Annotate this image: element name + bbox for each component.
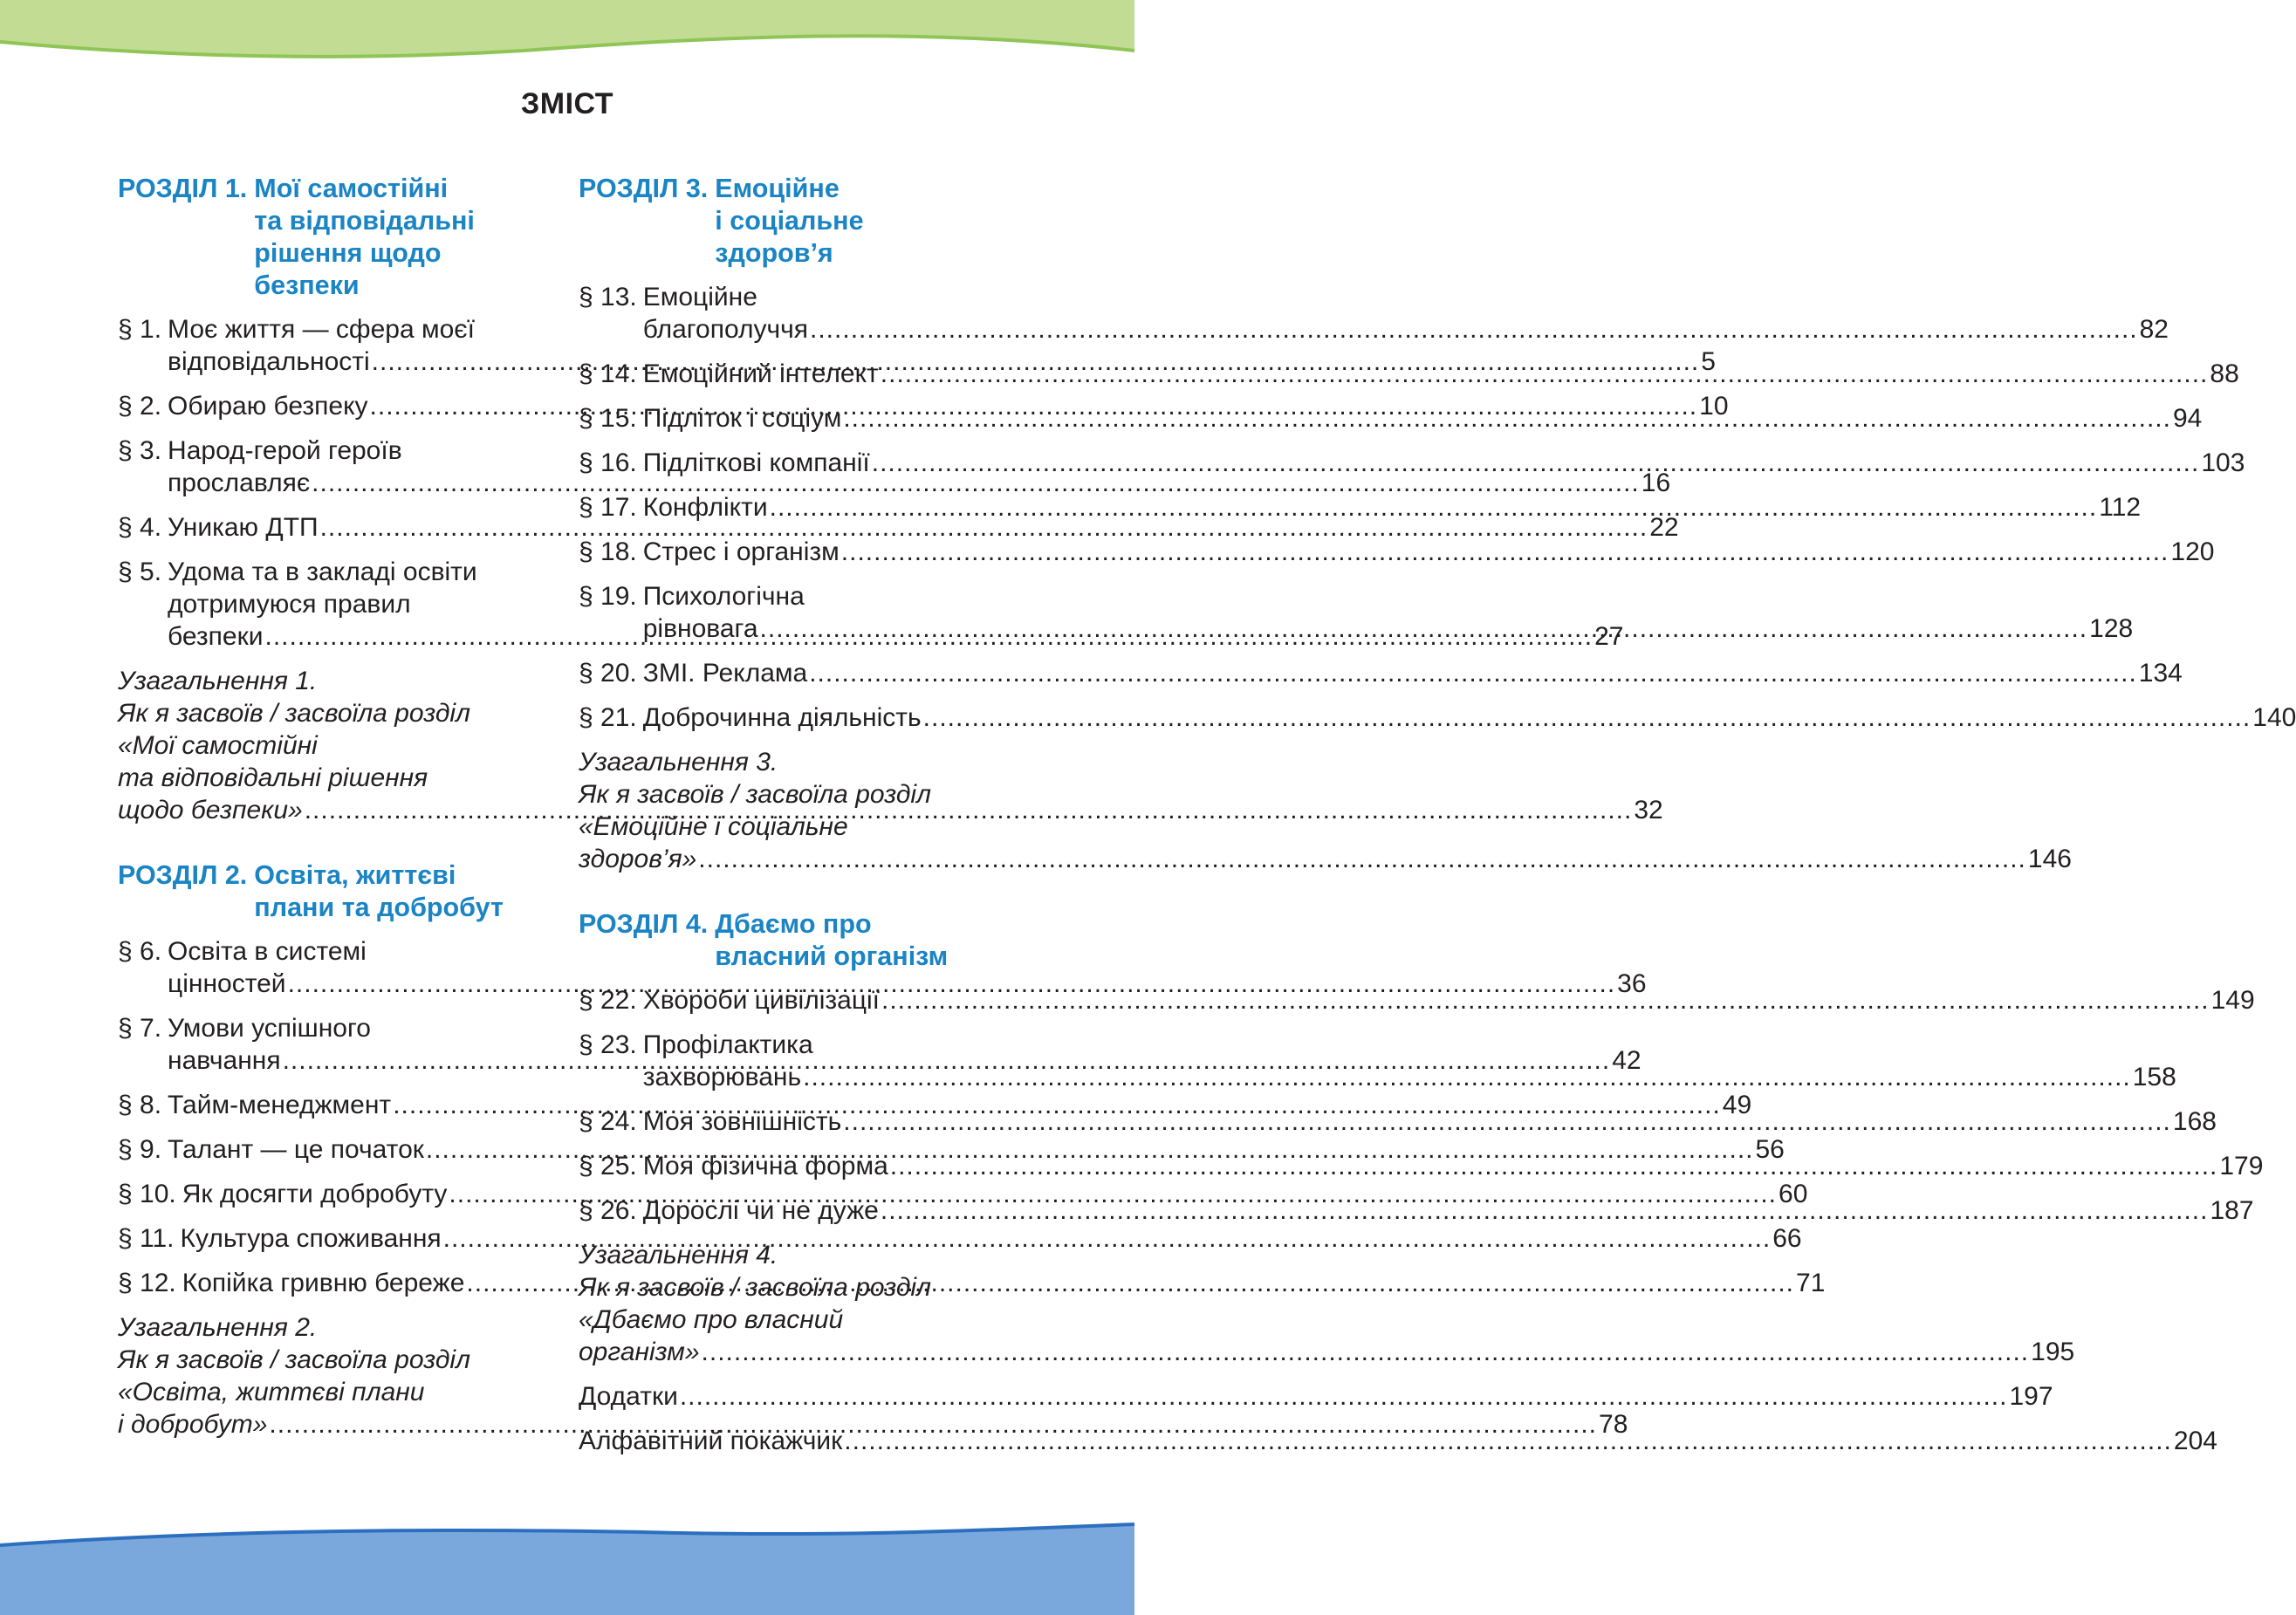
entry-number: § 8. (118, 1091, 162, 1119)
section-title: Емоційне і соціальне здоров’я (715, 174, 864, 268)
dot-leader (923, 701, 2251, 734)
entry-title: захворювань (642, 1063, 802, 1091)
entry-title: Алфавітний покажчик (579, 1427, 843, 1455)
page-number: 88 (2210, 359, 2239, 388)
toc-entry-17[interactable] (579, 491, 2142, 524)
page-number: 42 (1612, 1046, 1641, 1075)
toc-entry-10[interactable] (118, 1178, 1808, 1210)
entry-title: відповідальності (168, 347, 370, 376)
entry-title: Емоційний інтелект (642, 359, 879, 388)
dot-leader (881, 984, 2210, 1016)
dot-leader (810, 313, 2138, 346)
page-number: 158 (2132, 1063, 2176, 1091)
section-label: РОЗДІЛ 1. (118, 174, 248, 203)
toc-entry-index[interactable] (579, 1425, 2217, 1457)
page-number: 187 (2210, 1196, 2254, 1225)
section-heading-2[interactable] (118, 859, 547, 924)
page-number: 134 (2138, 659, 2183, 688)
section-title: Мої самостійні та відповідальні рішення щодо безпеки (254, 174, 475, 300)
entry-number: § 24. (579, 1107, 637, 1136)
entry-title: Конфлікти (642, 493, 768, 522)
entry-number: § 26. (579, 1196, 637, 1225)
page-number: 179 (2219, 1152, 2264, 1180)
section-label: РОЗДІЛ 3. (579, 174, 709, 203)
toc-entry-25[interactable] (579, 1150, 2264, 1182)
bottom-blue-wave (0, 1493, 1134, 1615)
dot-leader (841, 536, 2169, 568)
page-number: 103 (2201, 448, 2245, 477)
page-number: 16 (1641, 469, 1671, 497)
section-heading-1[interactable] (118, 173, 547, 302)
entry-number: § 15. (579, 404, 637, 433)
entry-title: Талант — це початок (168, 1135, 424, 1164)
entry-number: § 5. (118, 558, 162, 586)
entry-title: ЗМІ. Реклама (642, 659, 808, 688)
summary-title: Узагальнення 2. Як я засвоїв / засвоїла розділ «Освіта, життєві плани (118, 1313, 471, 1406)
page-title: ЗМІСТ (520, 87, 614, 120)
entry-title: Копійка гривню береже (182, 1269, 465, 1297)
entry-title-line: Удома та в закладі освіти (168, 558, 477, 586)
entry-title: прославляє (168, 469, 311, 497)
section-label: РОЗДІЛ 2. (118, 860, 248, 890)
page-number: 5 (1701, 347, 1716, 376)
entry-title-line: Психологічна (642, 582, 805, 611)
dot-leader (803, 1061, 2131, 1093)
section-title: Дбаємо про власний організм (715, 909, 949, 971)
entry-number: § 6. (118, 937, 162, 966)
entry-title: Доброчинна діяльність (642, 703, 922, 732)
entry-number: § 25. (579, 1152, 637, 1180)
page-number: 78 (1599, 1410, 1628, 1439)
section-label: РОЗДІЛ 4. (579, 909, 709, 939)
summary-title: Узагальнення 1. Як я засвоїв / засвоїла розділ «Мої самостійні та відповідальні рішення (118, 667, 471, 792)
entry-title-line: Умови успішного (168, 1014, 371, 1043)
toc-entry-20[interactable] (579, 657, 2183, 689)
dot-leader (881, 358, 2209, 390)
page-number: 120 (2170, 537, 2215, 566)
section-title: Освіта, життєві плани та добробут (254, 860, 504, 922)
entry-title: Стрес і організм (642, 537, 840, 566)
entry-title: Підліткові компанії (642, 448, 870, 477)
entry-number: § 23. (579, 1030, 637, 1059)
entry-title: цінностей (168, 969, 286, 998)
toc-entry-21[interactable] (579, 701, 2296, 734)
dot-leader (843, 402, 2171, 435)
summary-title-end: здоров’я» (579, 845, 697, 873)
summary-title-end: організм» (579, 1338, 700, 1366)
entry-number: § 21. (579, 703, 637, 732)
entry-title-line: Освіта в системі (168, 937, 367, 966)
dot-leader (881, 1194, 2209, 1227)
summary-title-end: і добробут» (118, 1410, 268, 1439)
page-number: 71 (1796, 1269, 1826, 1297)
page-number: 82 (2139, 315, 2169, 344)
toc-entry-22[interactable] (579, 984, 2255, 1016)
entry-title: Хвороби цивілізації (642, 986, 881, 1015)
toc-entry-appendix[interactable] (579, 1380, 2053, 1413)
entry-title: Моя фізична форма (642, 1152, 888, 1180)
entry-number: § 16. (579, 448, 637, 477)
entry-number: § 18. (579, 537, 637, 566)
toc-entry-8[interactable] (118, 1089, 1752, 1121)
entry-number: § 9. (118, 1135, 162, 1164)
entry-title: Культура споживання (180, 1224, 442, 1253)
entry-number: § 12. (118, 1269, 176, 1297)
dot-leader (770, 491, 2098, 524)
page-number: 66 (1772, 1224, 1802, 1253)
summary-title: Узагальнення 4. Як я засвоїв / засвоїла розділ «Дбаємо про власний (579, 1241, 932, 1334)
summary-title: Узагальнення 3. Як я засвоїв / засвоїла розділ «Емоційне і соціальне (579, 748, 932, 841)
entry-title-line: дотримуюся правил (168, 590, 411, 619)
entry-number: § 11. (118, 1224, 175, 1253)
entry-number: § 14. (579, 359, 637, 388)
dot-leader (872, 447, 2200, 479)
entry-title-line: Народ-герой героїв (168, 436, 402, 465)
entry-number: § 4. (118, 513, 162, 542)
entry-number: § 22. (579, 986, 637, 1015)
entry-title: рівновага (642, 614, 758, 643)
toc-entry-16[interactable] (579, 447, 2245, 479)
entry-title: навчання (168, 1046, 281, 1075)
entry-number: § 19. (579, 582, 637, 611)
entry-number: § 20. (579, 659, 637, 688)
section-heading-3[interactable] (579, 173, 1010, 270)
dot-leader (844, 1425, 2172, 1457)
page-number: 22 (1649, 513, 1679, 542)
page-number: 56 (1755, 1135, 1785, 1164)
dot-leader (680, 1380, 2008, 1413)
entry-number: § 2. (118, 392, 162, 421)
page-number: 27 (1594, 622, 1624, 651)
toc-entry-4[interactable] (118, 511, 1679, 544)
page-number: 140 (2252, 703, 2296, 732)
page-number: 36 (1617, 969, 1647, 998)
top-green-wave (0, 0, 1134, 61)
dot-leader (702, 1336, 2030, 1368)
dot-leader (698, 843, 2026, 875)
page-number: 94 (2172, 404, 2203, 433)
entry-title: Уникаю ДТП (168, 513, 319, 542)
entry-number: § 13. (579, 283, 637, 311)
page-number: 149 (2210, 986, 2255, 1015)
entry-title: Тайм-менеджмент (168, 1091, 392, 1119)
page-number: 10 (1699, 392, 1729, 421)
page-number: 112 (2099, 493, 2142, 522)
entry-title: Дорослі чи не дуже (642, 1196, 879, 1225)
entry-number: § 17. (579, 493, 637, 522)
page-number: 204 (2173, 1427, 2217, 1455)
page-number: 146 (2027, 845, 2072, 873)
page-number: 128 (2089, 614, 2134, 643)
dot-leader (843, 1105, 2171, 1138)
page-number: 60 (1779, 1180, 1808, 1208)
entry-title-line: Профілактика (642, 1030, 813, 1059)
page-number: 195 (2031, 1338, 2075, 1366)
toc-entry-18[interactable] (579, 536, 2215, 568)
entry-number: § 10. (118, 1180, 176, 1208)
dot-leader (809, 657, 2137, 689)
entry-number: § 1. (118, 315, 162, 344)
summary-title-end: щодо безпеки» (118, 796, 303, 825)
entry-number: § 3. (118, 436, 162, 465)
entry-title: благополуччя (642, 315, 809, 344)
dot-leader (890, 1150, 2218, 1182)
entry-title-line: Емоційне (642, 283, 757, 311)
page-number: 32 (1634, 796, 1663, 825)
page-number: 168 (2172, 1107, 2217, 1136)
entry-title: Обираю безпеку (168, 392, 368, 421)
page-number: 49 (1722, 1091, 1752, 1119)
toc-entry-12[interactable] (118, 1267, 1826, 1299)
page-number: 197 (2009, 1382, 2053, 1411)
toc-entry-11[interactable] (118, 1222, 1802, 1255)
toc-entry-13[interactable] (579, 281, 2169, 346)
entry-title: безпеки (168, 622, 264, 651)
entry-number: § 7. (118, 1014, 162, 1043)
entry-title: Додатки (579, 1382, 678, 1411)
section-heading-4[interactable] (579, 908, 1010, 973)
entry-title: Як досягти добробуту (182, 1180, 448, 1208)
toc-entry-14[interactable] (579, 358, 2239, 390)
entry-title-line: Моє життя — сфера моєї (168, 315, 475, 344)
entry-title: Підліток і соціум (642, 404, 842, 433)
dot-leader (760, 612, 2088, 645)
entry-title: Моя зовнішність (642, 1107, 842, 1136)
